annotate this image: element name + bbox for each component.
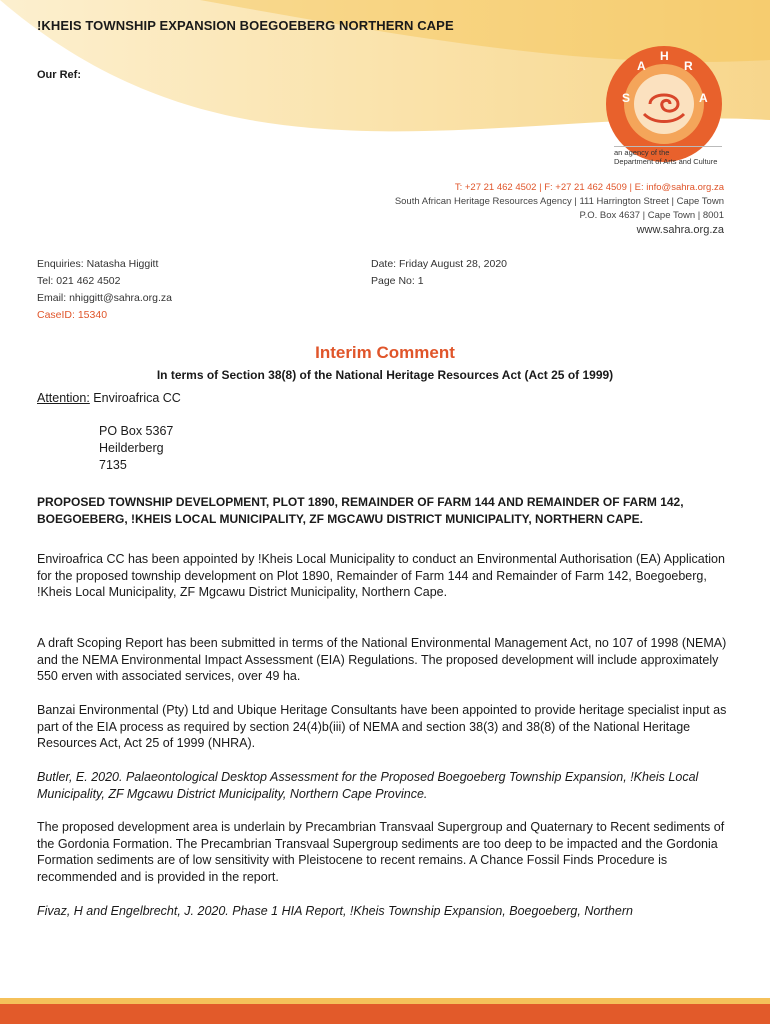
attention-line <box>37 391 181 405</box>
recipient-address <box>99 423 173 474</box>
interim-comment-title: Interim Comment <box>315 343 455 362</box>
paragraph-2: A draft Scoping Report has been submitted in terms of the National Environmental Management Act, no 107 of 1998 (NEMA) and the NEMA Environmental Impact Assessment (EIA) Regulations. The proposed development will include approximately 550 erven with associated services, over 49 ha. <box>37 636 727 683</box>
address-line-3: 7135 <box>99 458 127 472</box>
enquiries-tel: Tel: 021 462 4502 <box>37 275 121 287</box>
contact-po-line: P.O. Box 4637 | Cape Town | 8001 <box>579 210 724 221</box>
paragraph-1: Enviroafrica CC has been appointed by !Kheis Local Municipality to conduct an Environmental Authorisation (EA) Application for the proposed township development on Plot 1890, Remainder of Farm 144 and Remainder of Farm 142, Boegoeberg, !Kheis Local Municipality, ZF Mgcawu District Municipality, Northern Cape. <box>37 552 725 599</box>
date-block <box>371 256 507 290</box>
our-ref-label: Our Ref: <box>37 69 81 81</box>
case-id: CaseID: 15340 <box>37 309 108 321</box>
logo-letter-s: S <box>622 91 631 105</box>
paragraph-3: Banzai Environmental (Pty) Ltd and Ubique Heritage Consultants have been appointed to provide heritage specialist input as part of the EIA process as required by section 24(4)b(iii) of NEMA and section 38(3) and 38(8) of the National Heritage Resources Act, Act 25 of 1999 (NHRA). <box>37 703 727 750</box>
subject-heading: PROPOSED TOWNSHIP DEVELOPMENT, PLOT 1890, REMAINDER OF FARM 144 AND REMAINDER OF FARM 142, BOEGOEBERG, !KHEIS LOCAL MUNICIPALITY, ZF MGCAWU DISTRICT MUNICIPALITY, NORTHERN CAPE. <box>37 495 684 526</box>
contact-website[interactable]: www.sahra.org.za <box>636 224 724 236</box>
address-line-1: PO Box 5367 <box>99 424 174 438</box>
enquiries-block <box>37 256 172 324</box>
contact-block <box>395 181 724 237</box>
contact-address-line: South African Heritage Resources Agency | 111 Harrington Street | Cape Town <box>394 196 724 207</box>
agency-divider <box>614 146 722 147</box>
address-line-2: Heilderberg <box>99 441 164 455</box>
agency-caption <box>614 148 717 166</box>
letter-date: Date: Friday August 28, 2020 <box>371 258 508 270</box>
contact-tel-line: T: +27 21 462 4502 | F: +27 21 462 4509 | E: info@sahra.org.za <box>454 182 724 193</box>
reference-fivaz: Fivaz, H and Engelbrecht, J. 2020. Phase 1 HIA Report, !Kheis Township Expansion, Boegoeberg, Northern <box>37 904 633 918</box>
footer-bar <box>0 998 770 1024</box>
page-number: Page No: 1 <box>371 275 424 287</box>
enquiries-email: Email: nhiggitt@sahra.org.za <box>37 292 172 304</box>
attention-name: Enviroafrica CC <box>89 391 181 405</box>
agency-line-2: Department of Arts and Culture <box>614 157 718 166</box>
logo-letter-r: R <box>684 59 693 73</box>
agency-line-1: an agency of the <box>614 148 670 157</box>
logo-letter-a1: A <box>637 59 646 73</box>
reference-butler: Butler, E. 2020. Palaeontological Desktop Assessment for the Proposed Boegoeberg Township Expansion, !Kheis Local Municipality, ZF Mgcawu District Municipality, Northern Cape Province. <box>37 770 699 801</box>
enquiries-name: Enquiries: Natasha Higgitt <box>37 258 159 270</box>
logo-letter-h: H <box>660 49 669 63</box>
attention-label: Attention: <box>37 391 90 405</box>
paragraph-4: The proposed development area is underlain by Precambrian Transvaal Supergroup and Quaternary to Recent sediments of the Gordonia Formation. The Precambrian Transvaal Supergroup sediments are too deep to be impacted and the Gordonia Formation sediments are of low sensitivity with Pleistocene to recent remains. A Chance Fossil Finds Procedure is recommended and is provided in the report. <box>37 820 725 884</box>
act-subtitle: In terms of Section 38(8) of the National Heritage Resources Act (Act 25 of 1999) <box>156 368 614 382</box>
logo-letter-a2: A <box>699 91 708 105</box>
document-header-title: !KHEIS TOWNSHIP EXPANSION BOEGOEBERG NORTHERN CAPE <box>37 18 454 33</box>
